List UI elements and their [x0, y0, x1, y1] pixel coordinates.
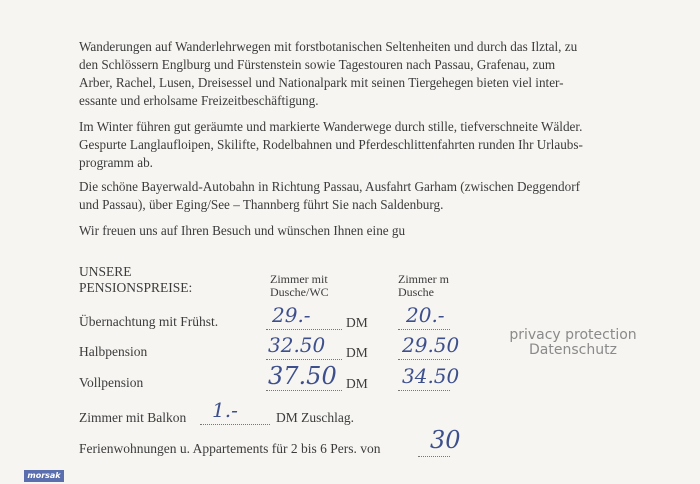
price-full-board-shower: 34.50 — [402, 364, 460, 388]
dotted-line — [266, 359, 342, 360]
dotted-line — [266, 329, 342, 330]
currency-label: DM — [346, 376, 368, 391]
text-line: Im Winter führen gut geräumte und markierte Wanderwege durch stille, tiefverschneite Wälder. — [79, 119, 583, 134]
column-header-line: Zimmer mit — [270, 272, 328, 286]
apartments-label: Ferienwohnungen u. Appartements für 2 bis 6 Pers. von — [79, 441, 381, 456]
dotted-line — [398, 390, 450, 391]
price-half-board-shower-wc: 32.50 — [268, 333, 326, 357]
balcony-surcharge-value: 1.- — [212, 398, 238, 422]
column-header-line: Zimmer m — [398, 272, 449, 286]
privacy-watermark — [500, 328, 646, 358]
privacy-line: Datenschutz — [529, 342, 617, 358]
dotted-line — [398, 359, 450, 360]
text-line: Wir freuen uns auf Ihren Besuch und wünschen Ihnen eine gu — [79, 223, 406, 238]
paragraph-greeting — [79, 222, 679, 240]
column-header-shower-wc — [270, 273, 329, 299]
heading-line: PENSIONSPREISE: — [79, 280, 193, 295]
paragraph-winter — [79, 118, 679, 172]
prices-heading — [79, 264, 192, 296]
price-full-board-shower-wc: 37.50 — [268, 362, 337, 390]
balcony-label: Zimmer mit Balkon — [79, 410, 187, 425]
balcony-suffix: DM Zuschlag. — [276, 410, 354, 425]
column-header-shower — [398, 273, 450, 299]
paragraph-hiking — [79, 38, 679, 110]
column-header-line: Dusche/WC — [270, 285, 329, 299]
dotted-line — [418, 456, 450, 457]
text-line: Gespurte Langlaufloipen, Skilifte, Rodelbahnen und Pferdeschlittenfahrten runden Ihr Urlaubs- — [79, 137, 583, 152]
column-header-line: Dusche — [398, 285, 434, 299]
publisher-logo: morsak — [24, 470, 64, 482]
text-line: Arber, Rachel, Lusen, Dreisessel und Nationalpark mit seinen Tiergehegen bieten viel inter- — [79, 75, 564, 90]
row-label-half-board: Halbpension — [79, 344, 148, 359]
privacy-line: privacy protection — [509, 327, 637, 343]
dotted-line — [200, 424, 270, 425]
dotted-line — [398, 329, 450, 330]
text-line: essante und erholsame Freizeitbeschäftigung. — [79, 93, 319, 108]
currency-label: DM — [346, 315, 368, 330]
price-overnight-shower: 20.- — [406, 303, 445, 327]
heading-line: UNSERE — [79, 264, 132, 279]
currency-label: DM — [346, 345, 368, 360]
text-line: Wanderungen auf Wanderlehrwegen mit forstbotanischen Seltenheiten und durch das Ilztal, zu — [79, 39, 578, 54]
row-label-full-board: Vollpension — [79, 375, 144, 390]
apartments-price-value: 30 — [430, 426, 461, 454]
text-line: den Schlössern Englburg und Fürstenstein sowie Tagestouren nach Passau, Grafenau, zum — [79, 57, 556, 72]
row-label-overnight: Übernachtung mit Frühst. — [79, 314, 219, 329]
text-line: Die schöne Bayerwald-Autobahn in Richtung Passau, Ausfahrt Garham (zwischen Deggendorf — [79, 179, 580, 194]
price-overnight-shower-wc: 29.- — [272, 303, 311, 327]
paragraph-directions — [79, 178, 679, 214]
text-line: programm ab. — [79, 155, 153, 170]
dotted-line — [266, 390, 342, 391]
price-half-board-shower: 29.50 — [402, 333, 460, 357]
text-line: und Passau), über Eging/See – Thannberg führt Sie nach Saldenburg. — [79, 197, 444, 212]
